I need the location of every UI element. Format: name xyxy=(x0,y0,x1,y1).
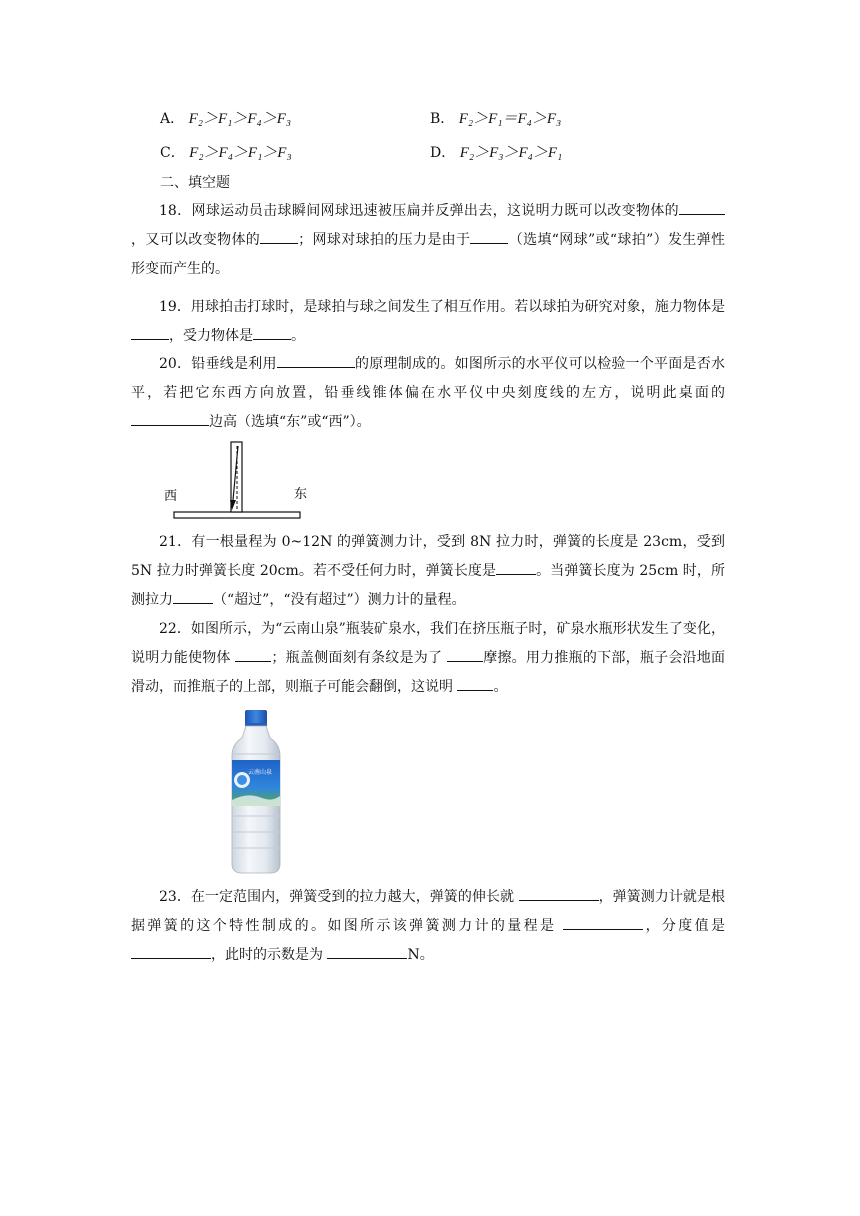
question-text: ；瓶盖侧面刻有条纹是为了 xyxy=(271,650,443,666)
question-text: ；网球对球拍的压力是由于 xyxy=(298,232,471,248)
question-text: 。 xyxy=(291,328,305,344)
bottle-brand-text: 云南山泉 xyxy=(248,769,273,776)
west-label: 西 xyxy=(164,489,178,504)
answer-blank[interactable] xyxy=(457,676,493,691)
question-23 xyxy=(131,883,725,970)
question-text: ，此时的示数是为 xyxy=(211,947,323,963)
option-value: F₂＞F₁＝F₄＞F₃ xyxy=(458,111,562,127)
bottle-cap xyxy=(245,710,267,724)
answer-blank[interactable] xyxy=(131,325,169,340)
question-text: 摩擦。用力推瓶的下部，瓶子会沿地面滑动，而推瓶子的上部，则瓶子可能会翻倒，这说明 xyxy=(131,650,726,695)
option-c xyxy=(160,141,292,162)
answer-blank[interactable] xyxy=(470,229,508,244)
option-value: F₂＞F₁＞F₄＞F₃ xyxy=(188,111,292,127)
question-text: ，弹簧测力计就是根据弹簧的这个特性制成的。如图所示该弹簧测力计的量程是 xyxy=(131,889,725,934)
section-title: 二、填空题 xyxy=(160,175,230,191)
question-text: 边高（选填“东”或“西”）。 xyxy=(209,414,371,430)
question-text: 。 xyxy=(493,679,508,695)
question-text: 20．铅垂线是利用 xyxy=(159,356,277,372)
question-text: 23．在一定范围内，弹簧受到的拉力越大，弹簧的伸长就 xyxy=(159,889,515,905)
answer-blank[interactable] xyxy=(447,647,483,662)
answer-blank[interactable] xyxy=(260,229,298,244)
question-19 xyxy=(131,293,725,351)
answer-blank[interactable] xyxy=(253,325,291,340)
option-letter: A． xyxy=(160,111,185,127)
option-b xyxy=(430,107,561,128)
question-text: N。 xyxy=(407,947,434,963)
question-text: 。当弹簧长度为 25cm 时，所测拉力 xyxy=(131,563,725,608)
answer-blank[interactable] xyxy=(131,944,211,959)
question-text: （选填“网球”或“球拍”）发生弹性形变而产生的。 xyxy=(131,232,725,277)
level-base xyxy=(174,512,300,518)
answer-blank[interactable] xyxy=(519,886,599,901)
answer-blank[interactable] xyxy=(496,560,536,575)
question-text: ，又可以改变物体的 xyxy=(131,232,261,248)
option-letter: D． xyxy=(430,145,456,161)
option-value: F₂＞F₃＞F₄＞F₁ xyxy=(459,145,563,161)
option-letter: B． xyxy=(430,111,455,127)
east-label: 东 xyxy=(294,487,308,502)
level-instrument-figure xyxy=(160,438,310,522)
option-letter: C． xyxy=(160,145,185,161)
answer-blank[interactable] xyxy=(277,353,355,368)
question-22 xyxy=(131,615,725,702)
option-a xyxy=(160,107,291,128)
answer-blank[interactable] xyxy=(679,200,725,215)
question-20 xyxy=(131,350,725,437)
question-text: ，分度值是 xyxy=(643,918,726,934)
question-21 xyxy=(131,528,725,615)
question-text: （“超过”，“没有超过”）测力计的量程。 xyxy=(213,592,466,608)
question-18 xyxy=(131,197,725,284)
answer-blank[interactable] xyxy=(563,915,643,930)
question-text: ，受力物体是 xyxy=(169,328,253,344)
question-text: 21．有一根量程为 0~12N 的弹簧测力计，受到 8N 拉力时，弹簧的长度是 23cm，受到 5N 拉力时弹簧长度 20cm。若不受任何力时，弹簧长度是 xyxy=(131,534,725,579)
question-text: 22．如图所示，为“云南山泉”瓶装矿泉水，我们在挤压瓶子时，矿泉水瓶形状发生了变化，说明力能使物体 xyxy=(131,621,725,666)
answer-blank[interactable] xyxy=(131,411,209,426)
option-d xyxy=(430,141,562,162)
question-text: 18．网球运动员击球瞬间网球迅速被压扁并反弹出去，这说明力既可以改变物体的 xyxy=(159,203,679,219)
water-bottle-image xyxy=(218,708,294,876)
question-text: 19．用球拍击打球时，是球拍与球之间发生了相互作用。若以球拍为研究对象，施力物体是 xyxy=(159,299,725,315)
question-text: 的原理制成的。如图所示的水平仪可以检验一个平面是否水平，若把它东西方向放置，铅垂线锥体偏在水平仪中央刻度线的左方，说明此桌面的 xyxy=(131,356,725,401)
answer-blank[interactable] xyxy=(235,647,271,662)
option-value: F₂＞F₄＞F₁＞F₃ xyxy=(189,145,292,161)
answer-blank[interactable] xyxy=(327,944,407,959)
answer-blank[interactable] xyxy=(173,589,213,604)
